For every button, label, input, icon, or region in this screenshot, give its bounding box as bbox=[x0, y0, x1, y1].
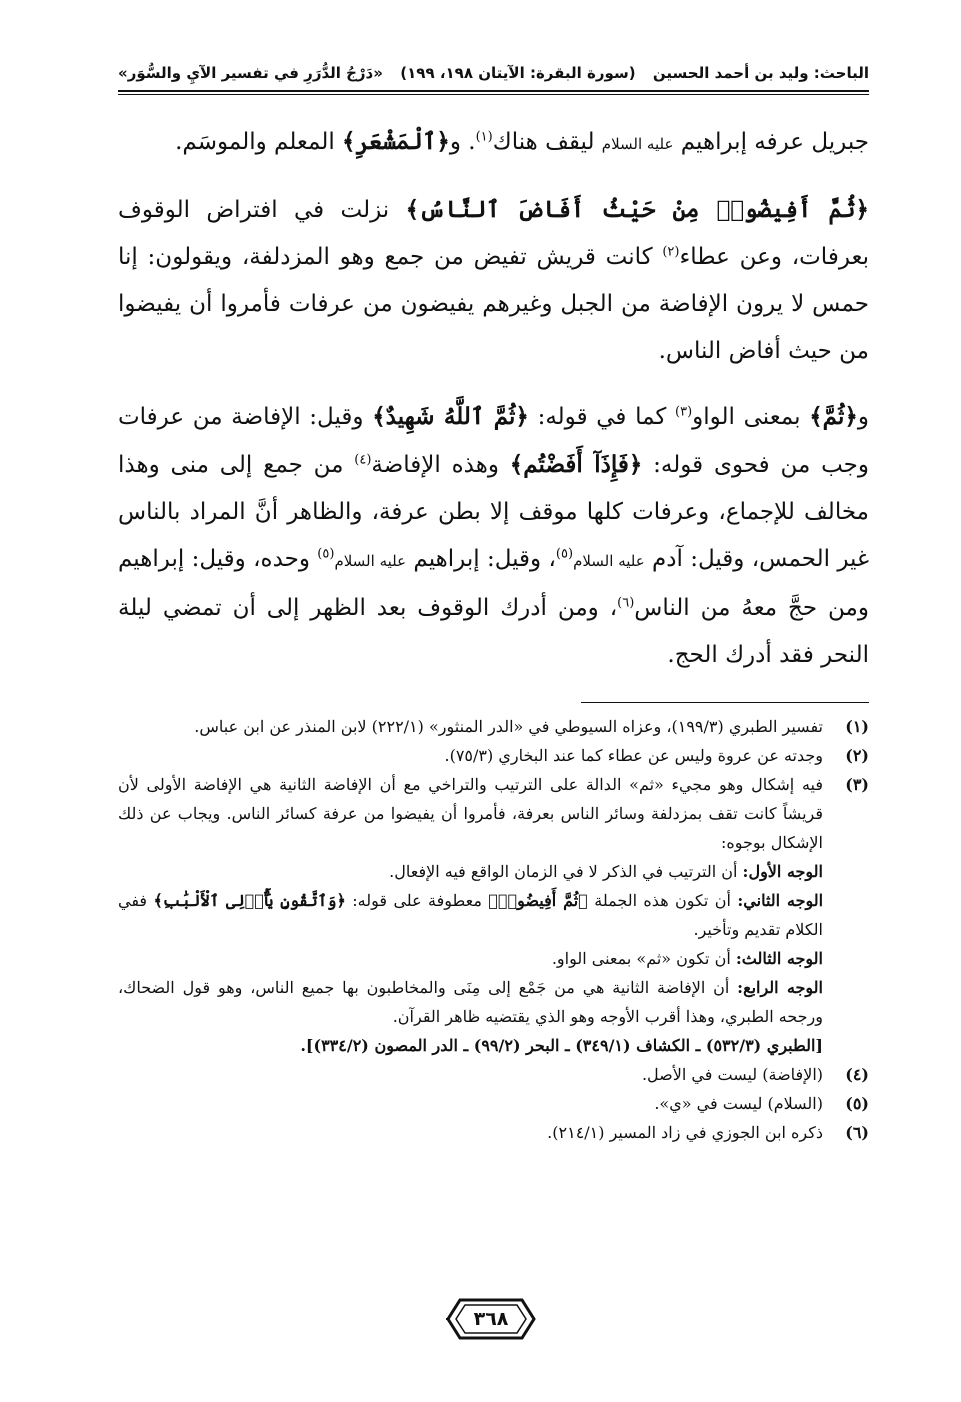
page-number-ornament bbox=[446, 1296, 536, 1342]
pbuh-honorific: عليه السلام bbox=[334, 552, 407, 570]
quran-quote: ﴿ٱلْمَشْعَرِ﴾ bbox=[342, 128, 450, 155]
footnote-number: (٣) bbox=[845, 775, 869, 794]
footnote-2 bbox=[118, 741, 869, 770]
paragraph-1: جبريل عرفه إبراهيم عليه السلام ليقف هناك$^{(١)}$. و﴿ٱلْمَشْعَرِ﴾ المعلم والموسَم. bbox=[175, 128, 869, 155]
footnote-text: فيه إشكال وهو مجيء «ثم» الدالة على الترتيب والتراخي مع أن الإفاضة الثانية هي الإفاضة الأولى لأن قريشاً كانت تقف بمزدلفة وسائر الناس بعرفة، فأمروا أن يفيضوا من عرفة كسائر الناس. ويجاب عن ذلك الإشكال بوجوه: bbox=[118, 775, 823, 852]
quran-quote: ﴿ثُمَّ أَفِيضُوا۟﴾ bbox=[488, 891, 588, 910]
footnote-number: (٤) bbox=[845, 1065, 869, 1084]
header-author: الباحث: وليد بن أحمد الحسين bbox=[652, 64, 869, 82]
footnote-3 bbox=[118, 770, 869, 1060]
footnote-number: (٥) bbox=[845, 1094, 869, 1113]
quran-quote: ﴿ثُمَّ ٱللَّهُ شَهِيدٌ﴾ bbox=[372, 403, 529, 430]
footnote-6 bbox=[118, 1118, 869, 1147]
footnote-sources: [الطبري (٥٣٢/٣) ـ الكشاف (٣٤٩/١) ـ البحر (٩٩/٢) ـ الدر المصون (٣٣٤/٢)]. bbox=[300, 1036, 823, 1055]
header-rule-thick bbox=[118, 90, 869, 92]
footnote-ref-5[interactable]: (٥) bbox=[555, 546, 574, 562]
footnote-ref-4[interactable]: (٤) bbox=[354, 452, 372, 468]
footnote-aspect-1: الوجه الأول: أن الترتيب في الذكر لا في الزمان الواقع فيه الإفعال. bbox=[389, 862, 823, 881]
footnote-aspect-3: الوجه الثالث: أن تكون «ثم» بمعنى الواو. bbox=[551, 949, 823, 968]
footnote-ref-1[interactable]: (١) bbox=[475, 129, 493, 145]
page-number: ٣٦٨ bbox=[473, 1308, 509, 1330]
quran-quote: ﴿فَإِذَآ أَفَضْتُم﴾ bbox=[509, 451, 643, 478]
quran-quote: ﴿وَٱتَّقُونِ يَٰٓأُو۟لِى ٱلْأَلْبَٰبِ﴾ bbox=[153, 891, 346, 910]
footnotes bbox=[118, 712, 869, 1147]
pbuh-honorific: عليه السلام bbox=[601, 135, 674, 153]
footnote-ref-2[interactable]: (٢) bbox=[662, 244, 680, 260]
quran-quote: ﴿ثُمَّ﴾ bbox=[809, 403, 858, 430]
pbuh-honorific: عليه السلام bbox=[573, 552, 645, 570]
main-text bbox=[118, 118, 869, 697]
footnote-aspect-2: الوجه الثاني: أن تكون هذه الجملة ﴿ثُمَّ أَفِيضُوا۟﴾ معطوفة على قوله: ﴿وَٱتَّقُونِ يَٰٓأُو۟لِى ٱلْأَلْبَٰبِ﴾ ففي الكلام تقديم وتأخير. bbox=[118, 891, 824, 939]
footnote-4 bbox=[118, 1060, 869, 1089]
footnote-ref-6[interactable]: (٦) bbox=[617, 595, 635, 611]
footnote-aspect-4: الوجه الرابع: أن الإفاضة الثانية هي من جَمْع إلى مِنَى والمخاطبون بها جميع الناس، وهو قول الضحاك، ورجحه الطبري، وهذا أقرب الأوجه وهو الذي يقتضيه ظاهر القرآن. bbox=[118, 978, 823, 1026]
footnote-separator bbox=[581, 702, 869, 703]
paragraph-2: ﴿ثُمَّ أَفِيضُوا۟ مِنْ حَيْثُ أَفَاضَ ٱلنَّاسُ﴾ نزلت في افتراض الوقوف بعرفات، وعن عطاء$^{(٢)}$ كانت قريش تفيض من جمع وهو المزدلفة، ويقولون: إنا حمس لا يرون الإفاضة من الجبل وغيرهم يفيضون من عرفات فأمروا أن يفيضوا من حيث أفاض الناس. bbox=[118, 196, 870, 364]
footnote-text: ذكره ابن الجوزي في زاد المسير (٢١٤/١). bbox=[547, 1123, 823, 1142]
header-book-title: «دَرْجُ الدُّرَرِ في تفسير الآيِ والسُّوَر» bbox=[118, 64, 383, 82]
footnote-1 bbox=[118, 712, 869, 741]
footnote-text: (السلام) ليست في «ي». bbox=[654, 1094, 823, 1113]
footnote-5 bbox=[118, 1089, 869, 1118]
header-rule-thin bbox=[118, 94, 869, 95]
header-surah: (سورة البقرة: الآيتان ١٩٨، ١٩٩) bbox=[400, 64, 636, 82]
footnote-number: (١) bbox=[845, 717, 869, 736]
quran-quote: ﴿ثُمَّ أَفِيضُوا۟ مِنْ حَيْثُ أَفَاضَ ٱلنَّاسُ﴾ bbox=[405, 196, 869, 223]
footnote-text: وجدته عن عروة وليس عن عطاء كما عند البخاري (٧٥/٣). bbox=[444, 746, 823, 765]
footnote-ref-3[interactable]: (٣) bbox=[675, 404, 693, 420]
footnote-number: (٢) bbox=[845, 746, 869, 765]
footnote-text: تفسير الطبري (١٩٩/٣)، وعزاه السيوطي في «الدر المنثور» (٢٢٢/١) لابن المنذر عن ابن عباس. bbox=[194, 717, 823, 736]
footnote-number: (٦) bbox=[845, 1123, 869, 1142]
paragraph-3: و﴿ثُمَّ﴾ بمعنى الواو$^{(٣)}$ كما في قوله: ﴿ثُمَّ ٱللَّهُ شَهِيدٌ﴾ وقيل: الإفاضة من عرفات وجب من فحوى قوله: ﴿فَإِذَآ أَفَضْتُم﴾ وهذه الإفاضة$^{(٤)}$ من جمع إلى منى وهذا مخالف للإجماع، وعرفات كلها موقف إلا بطن عرفة، والظاهر أنَّ المراد بالناس غير الحمس، وقيل: آدم عليه السلام$^{(٥)}$، وقيل: إبراهيم عليه السلام$^{(٥)}$ وحده، وقيل: إبراهيم ومن حجَّ معهُ من الناس$^{(٦)}$، ومن أدرك الوقوف بعد الظهر إلى أن تمضي ليلة النحر فقد أدرك الحج. bbox=[118, 403, 870, 668]
footnote-text: (الإفاضة) ليست في الأصل. bbox=[641, 1065, 823, 1084]
running-header bbox=[118, 58, 869, 88]
footnote-ref-5[interactable]: (٥) bbox=[317, 546, 335, 562]
